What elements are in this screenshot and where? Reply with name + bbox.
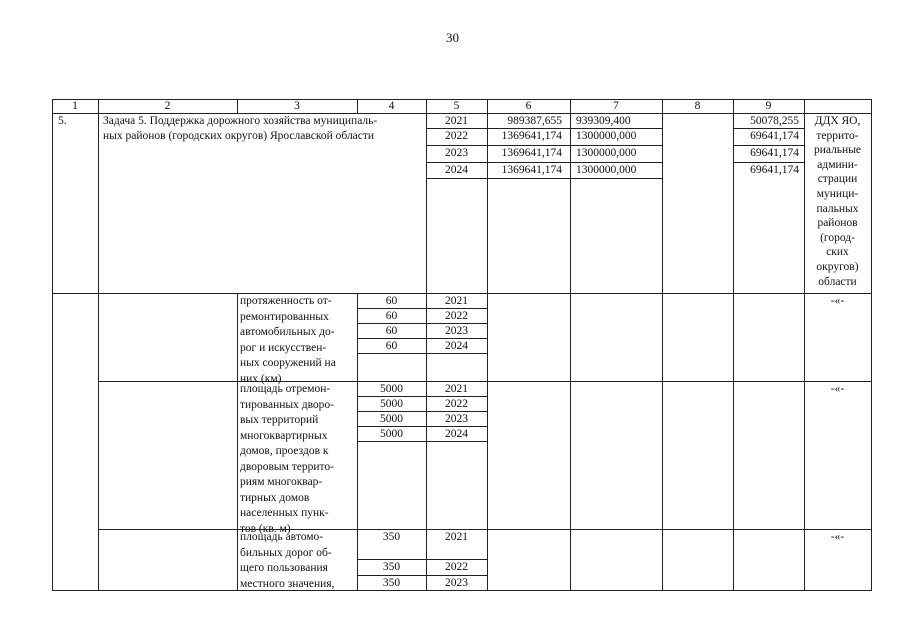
indicator-col-divider bbox=[98, 293, 99, 382]
indicator-col-divider bbox=[871, 293, 872, 382]
indicator-year: 2024 bbox=[445, 340, 468, 352]
indicator-value: 350 bbox=[382, 561, 401, 573]
header-cell: 4 bbox=[388, 100, 395, 112]
responsible-line: страции bbox=[817, 173, 858, 186]
amount-total: 1369641,174 bbox=[501, 164, 562, 176]
amount-regional: 939309,400 bbox=[576, 115, 631, 127]
header-cell: 5 bbox=[453, 100, 460, 112]
amount-local: 50078,255 bbox=[750, 115, 799, 127]
indicator-value: 350 bbox=[382, 577, 401, 589]
responsible-line: ДДХ ЯО, bbox=[814, 115, 861, 127]
indicator-col-divider bbox=[237, 529, 238, 591]
amount-regional: 1300000,000 bbox=[576, 164, 637, 176]
indicator-name-line: домов, проездов к bbox=[240, 445, 329, 457]
indicator-name-line: них (км) bbox=[240, 372, 282, 385]
amount-regional: 1300000,000 bbox=[576, 130, 637, 142]
indicator-col-divider bbox=[570, 293, 571, 382]
indicator-year: 2021 bbox=[445, 383, 468, 395]
header-cell: 9 bbox=[765, 100, 772, 112]
ditto-mark: -«- bbox=[830, 383, 845, 395]
indicator-name-line: бильных дорог об- bbox=[240, 546, 332, 559]
indicator-col-divider bbox=[662, 529, 663, 591]
year-cell: 2023 bbox=[445, 147, 468, 159]
amount-total: 1369641,174 bbox=[501, 147, 562, 159]
amount-local: 69641,174 bbox=[750, 130, 799, 142]
indicator-name-line: площадь автомо- bbox=[240, 531, 324, 543]
indicator-name-line: риям многоквар- bbox=[240, 476, 323, 488]
header-cell: 8 bbox=[694, 100, 701, 112]
indicator-name-line: протяженность от- bbox=[240, 295, 332, 307]
indicator-year: 2024 bbox=[445, 428, 468, 440]
indicator-col-divider bbox=[733, 381, 734, 530]
responsible-line: террито- bbox=[816, 129, 859, 142]
amount-total: 1369641,174 bbox=[501, 130, 562, 142]
indicator-name-line: площадь отремон- bbox=[240, 383, 331, 395]
responsible-line: ских bbox=[826, 246, 849, 259]
amount-total: 989387,655 bbox=[507, 115, 562, 127]
indicator-value: 60 bbox=[385, 340, 398, 352]
indicator-name-line: населенных пунк- bbox=[240, 507, 329, 519]
indicator-col-divider bbox=[52, 381, 53, 530]
indicator-value: 60 bbox=[385, 310, 398, 322]
indicator-col-divider bbox=[871, 529, 872, 591]
indicator-year: 2022 bbox=[445, 310, 468, 322]
indicator-name-line: ремонтированных bbox=[240, 310, 329, 323]
responsible-line: районов bbox=[817, 217, 858, 230]
indicator-name-line: дворовым террито- bbox=[240, 460, 334, 473]
indicator-name-line: автомобильных до- bbox=[240, 326, 335, 338]
indicator-col-divider bbox=[98, 381, 99, 530]
indicator-year: 2022 bbox=[445, 561, 468, 573]
responsible-line: (город- bbox=[820, 231, 855, 244]
ditto-mark: -«- bbox=[830, 295, 845, 307]
task-text-line: ных районов (городских округов) Ярославской области bbox=[103, 130, 375, 142]
header-cell: 7 bbox=[613, 100, 619, 112]
indicator-col-divider bbox=[52, 529, 53, 591]
indicator-name-line: тов (кв. м) bbox=[240, 522, 291, 535]
row-col-divider bbox=[871, 113, 872, 294]
indicator-col-divider bbox=[237, 293, 238, 382]
header-cell: 1 bbox=[72, 100, 78, 112]
row-col-divider bbox=[98, 113, 99, 294]
amount-local: 69641,174 bbox=[750, 164, 799, 176]
indicator-col-divider bbox=[662, 381, 663, 530]
responsible-line: муници- bbox=[816, 188, 859, 200]
year-cell: 2022 bbox=[445, 130, 468, 142]
row-number: 5. bbox=[58, 115, 67, 127]
indicator-name-line: щего пользования bbox=[240, 562, 328, 574]
responsible-line: пальных bbox=[816, 202, 859, 215]
indicator-name-line: тированных дворо- bbox=[240, 398, 335, 411]
indicator-year: 2021 bbox=[445, 531, 468, 543]
indicator-name-line: многоквартирных bbox=[240, 429, 328, 442]
page-number: 30 bbox=[446, 30, 459, 45]
year-cell: 2021 bbox=[445, 115, 468, 127]
header-col-divider bbox=[871, 99, 872, 114]
indicator-name-line: вых территорий bbox=[240, 414, 319, 426]
ditto-mark: -«- bbox=[830, 531, 845, 543]
indicator-col-divider bbox=[487, 529, 488, 591]
indicator-name-line: рог и искусствен- bbox=[240, 341, 327, 354]
indicator-col-divider bbox=[570, 381, 571, 530]
year-subrow-line bbox=[426, 178, 663, 179]
row-col-divider bbox=[52, 113, 53, 294]
header-cell: 6 bbox=[525, 100, 532, 112]
indicator-year: 2022 bbox=[445, 398, 468, 410]
header-col-divider bbox=[804, 99, 805, 114]
amount-local: 69641,174 bbox=[750, 147, 799, 159]
indicator-value: 5000 bbox=[380, 398, 403, 410]
indicator-col-divider bbox=[487, 381, 488, 530]
indicator-col-divider bbox=[662, 293, 663, 382]
indicator-year: 2021 bbox=[445, 295, 468, 307]
indicator-col-divider bbox=[804, 381, 805, 530]
indicator-value: 60 bbox=[385, 295, 398, 307]
indicator-value: 5000 bbox=[380, 428, 403, 440]
row-col-divider bbox=[570, 113, 571, 294]
responsible-line: админи- bbox=[817, 158, 858, 171]
indicator-col-divider bbox=[733, 529, 734, 591]
indicator-value: 5000 bbox=[380, 383, 403, 395]
indicator-value: 350 bbox=[382, 531, 401, 543]
responsible-line: риальные bbox=[813, 144, 862, 157]
header-cell: 2 bbox=[164, 100, 171, 112]
indicator-value: 60 bbox=[385, 325, 398, 337]
indicator-col-divider bbox=[570, 529, 571, 591]
year-cell: 2024 bbox=[445, 164, 468, 176]
indicator-year: 2023 bbox=[445, 325, 468, 337]
responsible-line: округов) bbox=[816, 261, 859, 273]
indicator-value: 5000 bbox=[380, 413, 403, 425]
indicator-name-line: тирных домов bbox=[240, 491, 310, 504]
task-text-line: Задача 5. Поддержка дорожного хозяйства муниципаль- bbox=[103, 115, 378, 127]
indicator-col-divider bbox=[871, 381, 872, 530]
indicator-name-line: ных сооружений на bbox=[240, 357, 336, 369]
indicator-col-divider bbox=[52, 293, 53, 382]
header-cell: 3 bbox=[294, 100, 300, 112]
indicator-col-divider bbox=[733, 293, 734, 382]
amount-regional: 1300000,000 bbox=[576, 147, 637, 159]
indicator-col-divider bbox=[237, 381, 238, 530]
indicator-col-divider bbox=[98, 529, 99, 591]
responsible-line: области bbox=[818, 275, 857, 288]
indicator-name-line: местного значения, bbox=[240, 577, 335, 590]
indicator-year: 2023 bbox=[445, 577, 468, 589]
row-col-divider bbox=[662, 113, 663, 294]
indicator-year: 2023 bbox=[445, 413, 468, 425]
